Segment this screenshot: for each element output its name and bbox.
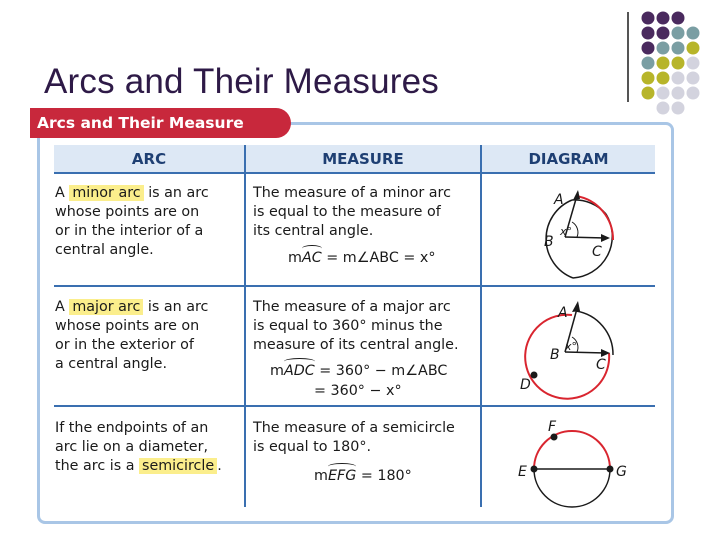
formula-m: m <box>314 468 328 484</box>
decorative-dot <box>672 72 685 85</box>
decorative-dot <box>657 27 670 40</box>
decorative-dot <box>672 87 685 100</box>
decorative-dot <box>642 12 655 25</box>
term-highlight-minor-arc: minor arc <box>69 185 143 201</box>
arc-text: is an arc <box>147 299 209 315</box>
measure-text-line: The measure of a major arc <box>253 299 451 315</box>
table-row-minor-arc-measure <box>253 184 451 241</box>
arc-text: is an arc <box>148 185 209 201</box>
decorative-dot <box>687 42 700 55</box>
table-row-major-arc-definition <box>55 298 208 374</box>
decorative-dot <box>672 57 685 70</box>
label-angle: x° <box>560 225 573 238</box>
label-g: G <box>616 464 627 480</box>
formula-arc-name: AC <box>301 250 322 266</box>
formula-rest: = 360° − m∠ABC <box>314 363 448 379</box>
label-angle: x° <box>565 340 578 353</box>
formula-minor-arc <box>288 250 436 266</box>
point-d <box>531 372 538 379</box>
table-header-row <box>54 145 655 174</box>
decorative-dot <box>687 72 700 85</box>
semicircle-diagram <box>510 415 650 510</box>
decorative-dot <box>657 42 670 55</box>
panel-tab-label: Arcs and Their Measure <box>30 108 291 138</box>
measure-text-line: is equal to the measure of <box>253 204 441 220</box>
decorative-dot <box>657 72 670 85</box>
arrow-head-c <box>601 234 610 242</box>
term-highlight-major-arc: major arc <box>69 299 143 315</box>
slide-title: Arcs and Their Measures <box>44 62 439 101</box>
label-c: C <box>596 357 606 373</box>
decorative-dot <box>657 12 670 25</box>
arc-text-line: whose points are on <box>55 204 200 220</box>
decorative-dot <box>672 42 685 55</box>
formula-semicircle <box>314 468 412 484</box>
formula-arc-name: ADC <box>283 363 315 379</box>
measure-text-line: measure of its central angle. <box>253 337 459 353</box>
decorative-dot <box>672 12 685 25</box>
header-arc: ARC <box>131 150 167 168</box>
formula-arc-name: EFG <box>327 468 357 484</box>
formula-rest: = m∠ABC = x° <box>321 250 436 266</box>
minor-arc-highlight <box>576 196 613 240</box>
label-a: A <box>554 192 564 208</box>
label-d: D <box>520 377 531 393</box>
label-f: F <box>548 419 557 435</box>
formula-rest: = 180° <box>356 468 412 484</box>
decorative-dot <box>642 27 655 40</box>
decorative-dot <box>657 87 670 100</box>
table-row-major-arc-measure <box>253 298 458 355</box>
column-divider <box>244 145 246 507</box>
arc-text: A <box>55 185 65 201</box>
row-divider <box>54 405 655 407</box>
decorative-dot <box>687 87 700 100</box>
semicircle-highlight <box>534 431 610 469</box>
formula-m: m <box>288 250 302 266</box>
term-highlight-semicircle: semicircle <box>139 458 217 474</box>
decorative-dot <box>642 87 655 100</box>
formula-m: m <box>270 363 284 379</box>
measure-text-line: is equal to 180°. <box>253 439 372 455</box>
decorative-dot <box>642 72 655 85</box>
arc-text-line: whose points are on <box>55 318 200 334</box>
circle-outline-lower <box>534 469 610 507</box>
point-e <box>531 466 538 473</box>
header-diagram: DIAGRAM <box>528 150 609 168</box>
point-g <box>607 466 614 473</box>
decorative-dot <box>642 42 655 55</box>
decorative-dot <box>657 57 670 70</box>
column-divider <box>480 145 482 507</box>
header-measure: MEASURE <box>322 150 404 168</box>
row-divider <box>54 285 655 287</box>
decorative-dot <box>657 102 670 115</box>
circle-outline-top <box>572 200 606 214</box>
label-a: A <box>558 305 568 321</box>
decorative-dot <box>687 27 700 40</box>
decorative-dot-grid <box>640 10 720 120</box>
table-row-semicircle-definition <box>55 419 222 476</box>
arc-text: . <box>217 458 222 474</box>
minor-arc-diagram <box>510 180 650 280</box>
title-divider-line <box>627 12 629 102</box>
arc-text-line: arc lie on a diameter, <box>55 439 209 455</box>
formula-major-arc-line2: = 360° − x° <box>314 383 402 399</box>
arrow-head-a <box>573 190 580 200</box>
arc-text: the arc is a <box>55 458 135 474</box>
major-arc-diagram <box>510 295 650 400</box>
arc-text-line: central angle. <box>55 242 154 258</box>
label-c: C <box>592 244 602 260</box>
decorative-dot <box>672 27 685 40</box>
arc-text-line: a central angle. <box>55 356 167 372</box>
decorative-dot <box>672 102 685 115</box>
arrow-head-a <box>572 301 580 312</box>
arc-text-line: or in the interior of a <box>55 223 204 239</box>
arc-text-line: If the endpoints of an <box>55 420 209 436</box>
measure-text-line: its central angle. <box>253 223 374 239</box>
table-row-semicircle-measure <box>253 419 455 457</box>
measure-text-line: is equal to 360° minus the <box>253 318 443 334</box>
table-row-minor-arc-definition <box>55 184 209 260</box>
angle-mark <box>572 222 578 237</box>
label-b: B <box>544 234 554 250</box>
arc-text-line: or in the exterior of <box>55 337 194 353</box>
measure-text-line: The measure of a semicircle <box>253 420 455 436</box>
formula-major-arc <box>270 363 447 379</box>
decorative-dot <box>642 57 655 70</box>
label-e: E <box>518 464 527 480</box>
circle-outline-minor <box>576 311 613 355</box>
label-b: B <box>550 347 560 363</box>
arc-text: A <box>55 299 65 315</box>
decorative-dot <box>687 57 700 70</box>
measure-text-line: The measure of a minor arc <box>253 185 451 201</box>
